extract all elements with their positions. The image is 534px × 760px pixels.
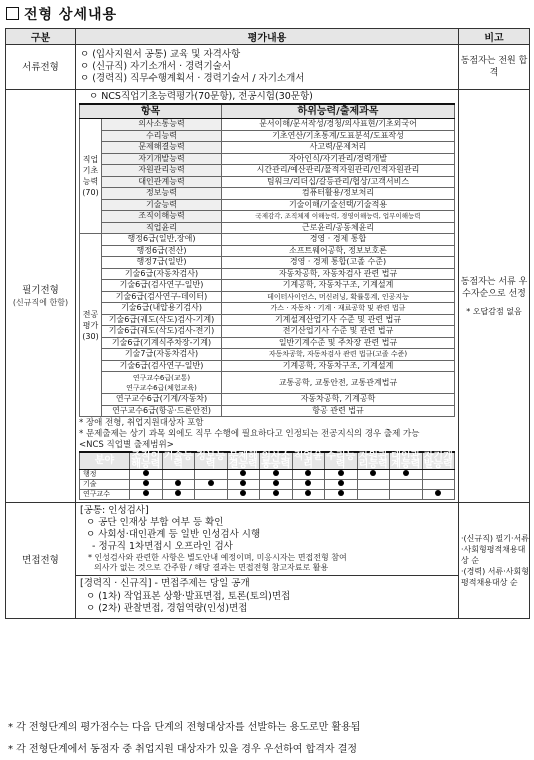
ncs-item-name: 정보능력 <box>102 188 222 200</box>
major-item-desc: 자동차공학, 자동차검사 관련 법규 <box>222 268 455 280</box>
ncs-item-name: 기술능력 <box>102 199 222 211</box>
ncs-scope-table <box>79 451 455 500</box>
scope-cell <box>162 470 195 480</box>
bullet-dot-icon <box>338 470 344 476</box>
scope-cell <box>260 470 293 480</box>
scope-cell <box>162 480 195 490</box>
ncs-item-name: 대인관계능력 <box>102 176 222 188</box>
footnote: * 각 전형단계에서 동점자 중 취업지원 대상자가 있을 경우 우선하여 합격자 결정 <box>8 744 358 755</box>
ncs-item-desc: 근로윤리/공동체윤리 <box>222 222 455 234</box>
ncs-item-desc: 국제감각, 조직체제 이해능력, 경영이해능력, 업무이해능력 <box>222 211 455 223</box>
bullet-dot-icon <box>370 470 376 476</box>
ncs-item-name: 자원관리능력 <box>102 165 222 177</box>
scope-cell <box>195 470 228 480</box>
scope-cell <box>130 490 163 500</box>
ncs-row <box>80 165 455 177</box>
col-sub: 하위능력/출제과목 <box>222 104 455 119</box>
scope-cell <box>357 480 390 490</box>
written-note-cell <box>459 90 530 503</box>
written-intro: ㅇ NCS직업기초능력평가(70문항), 전공시험(30문항) <box>89 91 313 102</box>
scope-header: 자기개발능력 <box>423 451 453 470</box>
major-item-desc: 일반기계수준 및 주차장 관련 법규 <box>222 337 455 349</box>
scope-header: 자원관리능력 <box>358 451 388 470</box>
major-group-label: 전공평가(30) <box>80 234 102 417</box>
scope-cell <box>357 470 390 480</box>
major-item-name: 기술6급(검사연구-데이터) <box>102 291 222 303</box>
major-item-desc: 소프트웨어공학, 정보보호론 <box>222 245 455 257</box>
ncs-item-desc: 시간관리/예산관리/물적자원관리/인적자원관리 <box>222 165 455 177</box>
major-row <box>80 360 455 372</box>
major-item-desc: 데이터사이언스, 머신러닝, 확률통계, 인공지능 <box>222 291 455 303</box>
interview-note-new: ·(신규직) 필기·서류·사회형평적채용대상 순 <box>461 533 529 565</box>
interview-label: 면접전형 <box>6 503 76 619</box>
scope-cell <box>390 480 423 490</box>
selection-detail-table <box>5 28 530 619</box>
written-subject-table <box>79 103 455 417</box>
scope-header: 기술능력 <box>163 451 193 470</box>
interview-line: ㅇ (2차) 관찰면접, 경험역량(인성)면접 <box>86 603 248 614</box>
written-note: * 문제출제는 상기 과목 외에도 직무 수행에 필요하다고 인정되는 전공지식의 경우 출제 가능 <box>79 429 420 439</box>
ncs-item-desc: 사고력/문제처리 <box>222 142 455 154</box>
scope-header: 대인관계능력 <box>391 451 421 470</box>
doc-content <box>76 45 459 90</box>
major-item-desc: 가스 · 자동차 · 기계 · 재료공학 및 관련 법규 <box>222 303 455 315</box>
doc-label: 서류전형 <box>6 45 76 90</box>
scope-header: 수리능력 <box>326 451 356 470</box>
scope-row <box>80 480 455 490</box>
major-row <box>80 257 455 269</box>
major-item-name: 연구교수6급(기계/자동차) <box>102 394 222 406</box>
ncs-group-label: 직업기초능력(70) <box>80 119 102 234</box>
doc-line: ㅇ (입사지원서 공통) 교육 및 자격사항 <box>80 49 241 60</box>
ncs-row <box>80 142 455 154</box>
bullet-dot-icon <box>338 480 344 486</box>
scope-header: 문제해결능력 <box>228 451 258 470</box>
bullet-dot-icon <box>143 470 149 476</box>
major-item-name: 기술6급(자동차검사) <box>102 268 222 280</box>
interview-note-cell <box>459 503 530 619</box>
ncs-item-desc: 기술이해/기술선택/기술적용 <box>222 199 455 211</box>
major-item-desc: 기계공학, 자동차구조, 기계설계 <box>222 280 455 292</box>
scope-cell <box>130 470 163 480</box>
ncs-item-name: 의사소통능력 <box>102 119 222 131</box>
scope-cell <box>227 480 260 490</box>
bullet-dot-icon <box>240 470 246 476</box>
major-item-desc: 기계설계산업기사 수준 및 관련 법규 <box>222 314 455 326</box>
scope-header: 분야 <box>80 452 130 470</box>
major-item-name: 연구교수6급(항공·드론안전) <box>102 405 222 417</box>
bullet-dot-icon <box>305 470 311 476</box>
written-content <box>76 90 459 503</box>
ncs-row <box>80 176 455 188</box>
major-item-desc: 경영 · 경제 통합(고졸 수준) <box>222 257 455 269</box>
interview-note-career: ·(경력) 서류·사회형평적채용대상 순 <box>461 566 529 587</box>
major-item-desc: 자동차공학, 기계공학 <box>222 394 455 406</box>
ncs-item-desc: 기초연산/기초통계/도표분석/도표작성 <box>222 130 455 142</box>
scope-cell <box>162 490 195 500</box>
bullet-dot-icon <box>305 490 311 496</box>
ncs-item-desc: 컴퓨터활용/정보처리 <box>222 188 455 200</box>
major-item-desc: 경영 · 경제 통합 <box>222 234 455 246</box>
major-row <box>80 280 455 292</box>
ncs-row <box>80 153 455 165</box>
ncs-item-name: 수리능력 <box>102 130 222 142</box>
major-item-name: 기술7급(자동차검사) <box>102 349 222 361</box>
bullet-dot-icon <box>338 490 344 496</box>
written-tie-note: 동점자는 서류 우수자순으로 선정 <box>460 276 528 299</box>
section-title: 전형 상세내용 <box>6 4 117 24</box>
header-content: 평가내용 <box>76 29 459 45</box>
scope-header: 조직이해능력 <box>131 451 161 470</box>
written-label: 필기전형 (신규직에 한함) <box>6 90 76 503</box>
ncs-item-name: 조직이해능력 <box>102 211 222 223</box>
scope-cell <box>325 480 358 490</box>
major-row <box>80 234 455 246</box>
major-row <box>80 303 455 315</box>
ncs-row <box>80 222 455 234</box>
ncs-item-name: 직업윤리 <box>102 222 222 234</box>
checkbox-square-icon <box>6 7 19 20</box>
scope-cell <box>390 470 423 480</box>
major-item-name: 기술6급(궤도(삭도)검사-전기) <box>102 326 222 338</box>
interview-content <box>76 503 459 619</box>
bullet-dot-icon <box>175 490 181 496</box>
major-row <box>80 245 455 257</box>
doc-line: ㅇ (신규직) 자기소개서 · 경력기술서 <box>80 61 231 72</box>
major-item-name: 행정6급(전산) <box>102 245 222 257</box>
scope-cell <box>227 490 260 500</box>
major-row <box>80 326 455 338</box>
bullet-dot-icon <box>175 480 181 486</box>
scope-header: 정보능력 <box>196 451 226 470</box>
interview-line: ㅇ (1차) 작업표본 상황·발표면접, 토론(토의)면접 <box>86 590 291 602</box>
interview-note: 의사가 없는 것으로 간주함 / 해당 결과는 면접전형 참고자료로 활용 <box>94 563 329 572</box>
bullet-dot-icon <box>240 480 246 486</box>
major-row <box>80 337 455 349</box>
major-item-name: 행정6급(일반,장애) <box>102 234 222 246</box>
interview-note: * 인성검사와 관련한 사항은 별도안내 예정이며, 미응시자는 면접전형 참여 <box>88 553 347 562</box>
doc-line: ㅇ (경력직) 직무수행계획서 · 경력기술서 / 자기소개서 <box>80 73 305 84</box>
ncs-item-desc: 자아인식/자기관리/경력개발 <box>222 153 455 165</box>
scope-cell <box>422 490 455 500</box>
major-row <box>80 314 455 326</box>
scope-header: 직업윤리 <box>293 451 323 470</box>
written-note: * 장애 전형, 취업지원대상자 포함 <box>79 418 204 428</box>
interview-line: - 정규직 1차면접시 오프라인 검사 <box>92 541 233 552</box>
major-item-name: 연구교수6급(교통) 연구교수6급(체험교육) <box>102 372 222 394</box>
ncs-item-desc: 팀워크/리더십/갈등관리/협상/고객서비스 <box>222 176 455 188</box>
scope-cell <box>260 480 293 490</box>
scope-cell <box>227 470 260 480</box>
scope-cell <box>195 490 228 500</box>
scope-field: 기술 <box>80 480 130 490</box>
ncs-scope-title: <NCS 직업별 출제범위> <box>79 440 174 450</box>
scope-cell <box>390 490 423 500</box>
scope-cell <box>422 480 455 490</box>
interview-line: ㅇ 사회성·대인관계 등 일반 인성검사 시행 <box>86 529 261 540</box>
bullet-dot-icon <box>273 480 279 486</box>
interview-line: ㅇ 공단 인재상 부합 여부 등 확인 <box>86 517 224 528</box>
bullet-dot-icon <box>273 490 279 496</box>
scope-cell <box>422 470 455 480</box>
bullet-dot-icon <box>273 470 279 476</box>
header-category: 구분 <box>6 29 76 45</box>
ncs-row <box>80 188 455 200</box>
major-item-name: 기술6급(검사연구-일반) <box>102 280 222 292</box>
bullet-dot-icon <box>305 480 311 486</box>
col-item: 항목 <box>80 104 222 119</box>
major-item-name: 기술6급(기계식주차장-기계) <box>102 337 222 349</box>
major-item-desc: 교통공학, 교통안전, 교통관계법규 <box>222 372 455 394</box>
scope-row <box>80 470 455 480</box>
major-item-desc: 기계공학, 자동차구조, 기계설계 <box>222 360 455 372</box>
header-note: 비고 <box>459 29 530 45</box>
major-row <box>80 372 455 394</box>
footnote: * 각 전형단계의 평가점수는 다음 단계의 전형대상자를 선발하는 용도로만 활용됨 <box>8 722 361 733</box>
interview-block2-title: [경력직 · 신규직] - 면접주제는 당일 공개 <box>80 578 250 589</box>
bullet-dot-icon <box>208 480 214 486</box>
ncs-row <box>80 211 455 223</box>
major-item-name: 기술6급(내압용기검사) <box>102 303 222 315</box>
scope-header: 의사소통능력 <box>261 451 291 470</box>
ncs-row <box>80 199 455 211</box>
scope-cell <box>357 490 390 500</box>
ncs-item-name: 문제해결능력 <box>102 142 222 154</box>
scope-cell <box>292 480 325 490</box>
major-item-desc: 전기산업기사 수준 및 관련 법규 <box>222 326 455 338</box>
ncs-row <box>80 119 455 131</box>
major-item-desc: 항공 관련 법규 <box>222 405 455 417</box>
scope-field: 연구교수 <box>80 490 130 500</box>
major-item-name: 행정7급(일반) <box>102 257 222 269</box>
ncs-item-desc: 문서이해/문서작성/경청/의사표현/기초외국어 <box>222 119 455 131</box>
major-row <box>80 291 455 303</box>
ncs-row <box>80 130 455 142</box>
major-item-name: 기술6급(궤도(삭도)검사-기계) <box>102 314 222 326</box>
scope-cell <box>292 470 325 480</box>
scope-field: 행정 <box>80 470 130 480</box>
bullet-dot-icon <box>143 480 149 486</box>
major-row <box>80 349 455 361</box>
ncs-item-name: 자기개발능력 <box>102 153 222 165</box>
bullet-dot-icon <box>240 490 246 496</box>
major-item-name: 기술6급(검사연구-일반) <box>102 360 222 372</box>
interview-block1-title: [공통: 인성검사] <box>80 505 149 516</box>
scope-cell <box>130 480 163 490</box>
written-penalty-note: * 오답감점 없음 <box>466 306 522 316</box>
scope-cell <box>325 490 358 500</box>
scope-cell <box>325 470 358 480</box>
scope-cell <box>260 490 293 500</box>
major-row <box>80 405 455 417</box>
major-item-desc: 자동차공학, 자동차검사 관련 법규(고졸 수준) <box>222 349 455 361</box>
bullet-dot-icon <box>143 490 149 496</box>
bullet-dot-icon <box>435 490 441 496</box>
doc-note: 동점자는 전원 합격 <box>459 45 530 90</box>
scope-cell <box>195 480 228 490</box>
scope-row <box>80 490 455 500</box>
bullet-dot-icon <box>403 470 409 476</box>
major-row <box>80 268 455 280</box>
major-row <box>80 394 455 406</box>
scope-cell <box>292 490 325 500</box>
